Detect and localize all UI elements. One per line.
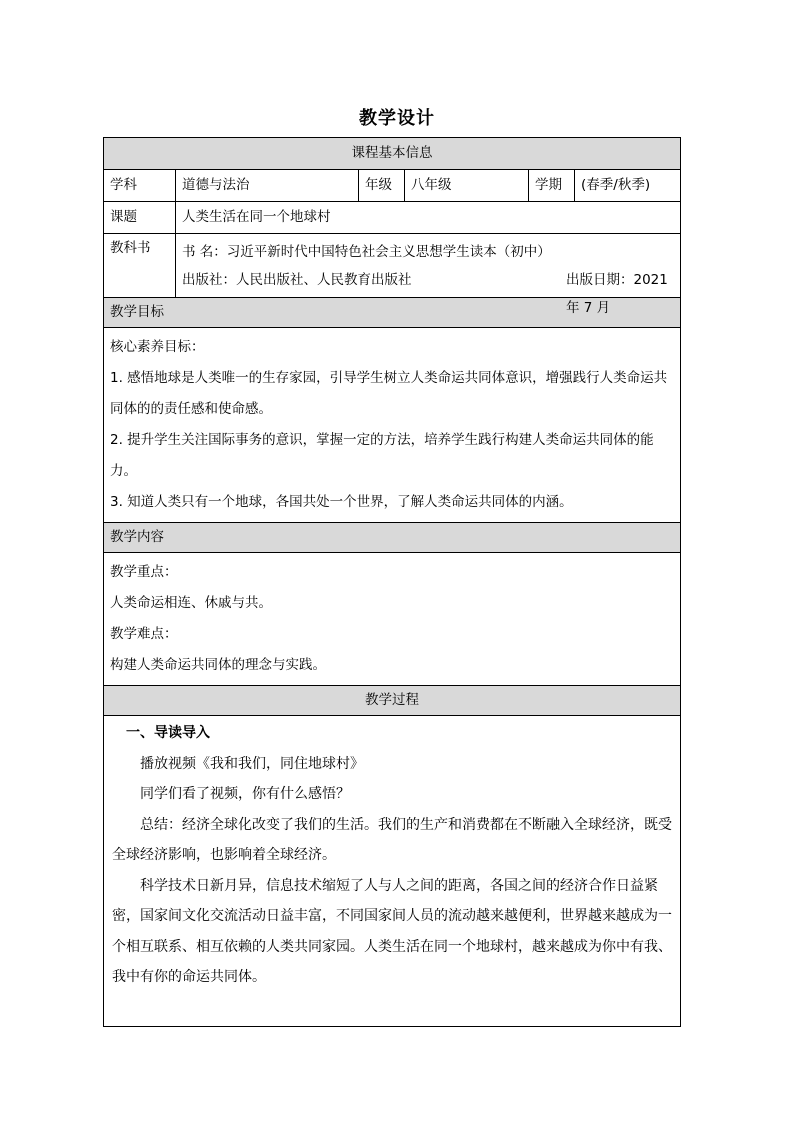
grade-value: 八年级 [405,170,529,202]
lesson-plan-table [103,137,681,1027]
key-points-value: 人类命运相连、休戚与共。 [110,595,272,611]
process-paragraph: 同学们看了视频，你有什么感悟？ [140,786,350,802]
process-header: 教学过程 [104,686,681,716]
key-points-label: 教学重点： [110,564,178,580]
process-body [104,716,681,1027]
publish-date: 出版日期：2021 年 7 月 [566,271,668,316]
subject-value: 道德与法治 [176,170,359,202]
process-paragraph: 科学技术日新月异，信息技术缩短了人与人之间的距离，各国之间的经济合作日益紧密，国家间文化交流活动日益丰富，不同国家间人员的流动越来越便利，世界越来越成为一个相互联系、相互依赖的人类共同家园。人类生活在同一个地球村，越来越成为你中有我、我中有你的命运共同体。 [112,877,672,985]
goals-header: 教学目标 [104,298,681,328]
basic-info-header: 课程基本信息 [104,138,681,170]
subject-label: 学科 [104,170,176,202]
term-label: 学期 [529,170,575,202]
difficult-points-value: 构建人类命运共同体的理念与实践。 [110,657,326,673]
document-title: 教学设计 [359,108,435,129]
publisher: 出版社：人民出版社、人民教育出版社 [182,271,412,288]
content-header: 教学内容 [104,523,681,553]
process-paragraph: 总结：经济全球化改变了我们的生活。我们的生产和消费都在不断融入全球经济，既受全球经济影响，也影响着全球经济。 [112,816,672,863]
goal-item: 2. 提升学生关注国际事务的意识，掌握一定的方法，培养学生践行构建人类命运共同体的能力。 [110,432,654,479]
publisher-line [182,266,674,316]
goals-body [104,328,681,523]
goal-item: 1. 感悟地球是人类唯一的生存家园，引导学生树立人类命运共同体意识，增强践行人类命运共同体的的责任感和使命感。 [110,370,668,417]
content-body [104,553,681,686]
process-paragraph: 播放视频《我和我们，同住地球村》 [140,755,364,772]
goals-intro: 核心素养目标： [110,339,205,355]
topic-value: 人类生活在同一个地球村 [176,202,681,234]
term-value: (春季/秋季) [575,170,681,202]
goal-item: 3. 知道人类只有一个地球，各国共处一个世界，了解人类命运共同体的内涵。 [110,494,573,510]
grade-label: 年级 [359,170,405,202]
difficult-points-label: 教学难点： [110,626,178,642]
textbook-label: 教科书 [104,234,176,298]
process-section-title: 一、导读导入 [126,725,210,741]
book-name: 书 名：习近平新时代中国特色社会主义思想学生读本（初中） [182,243,551,260]
topic-label: 课题 [104,202,176,234]
textbook-info [176,234,681,316]
